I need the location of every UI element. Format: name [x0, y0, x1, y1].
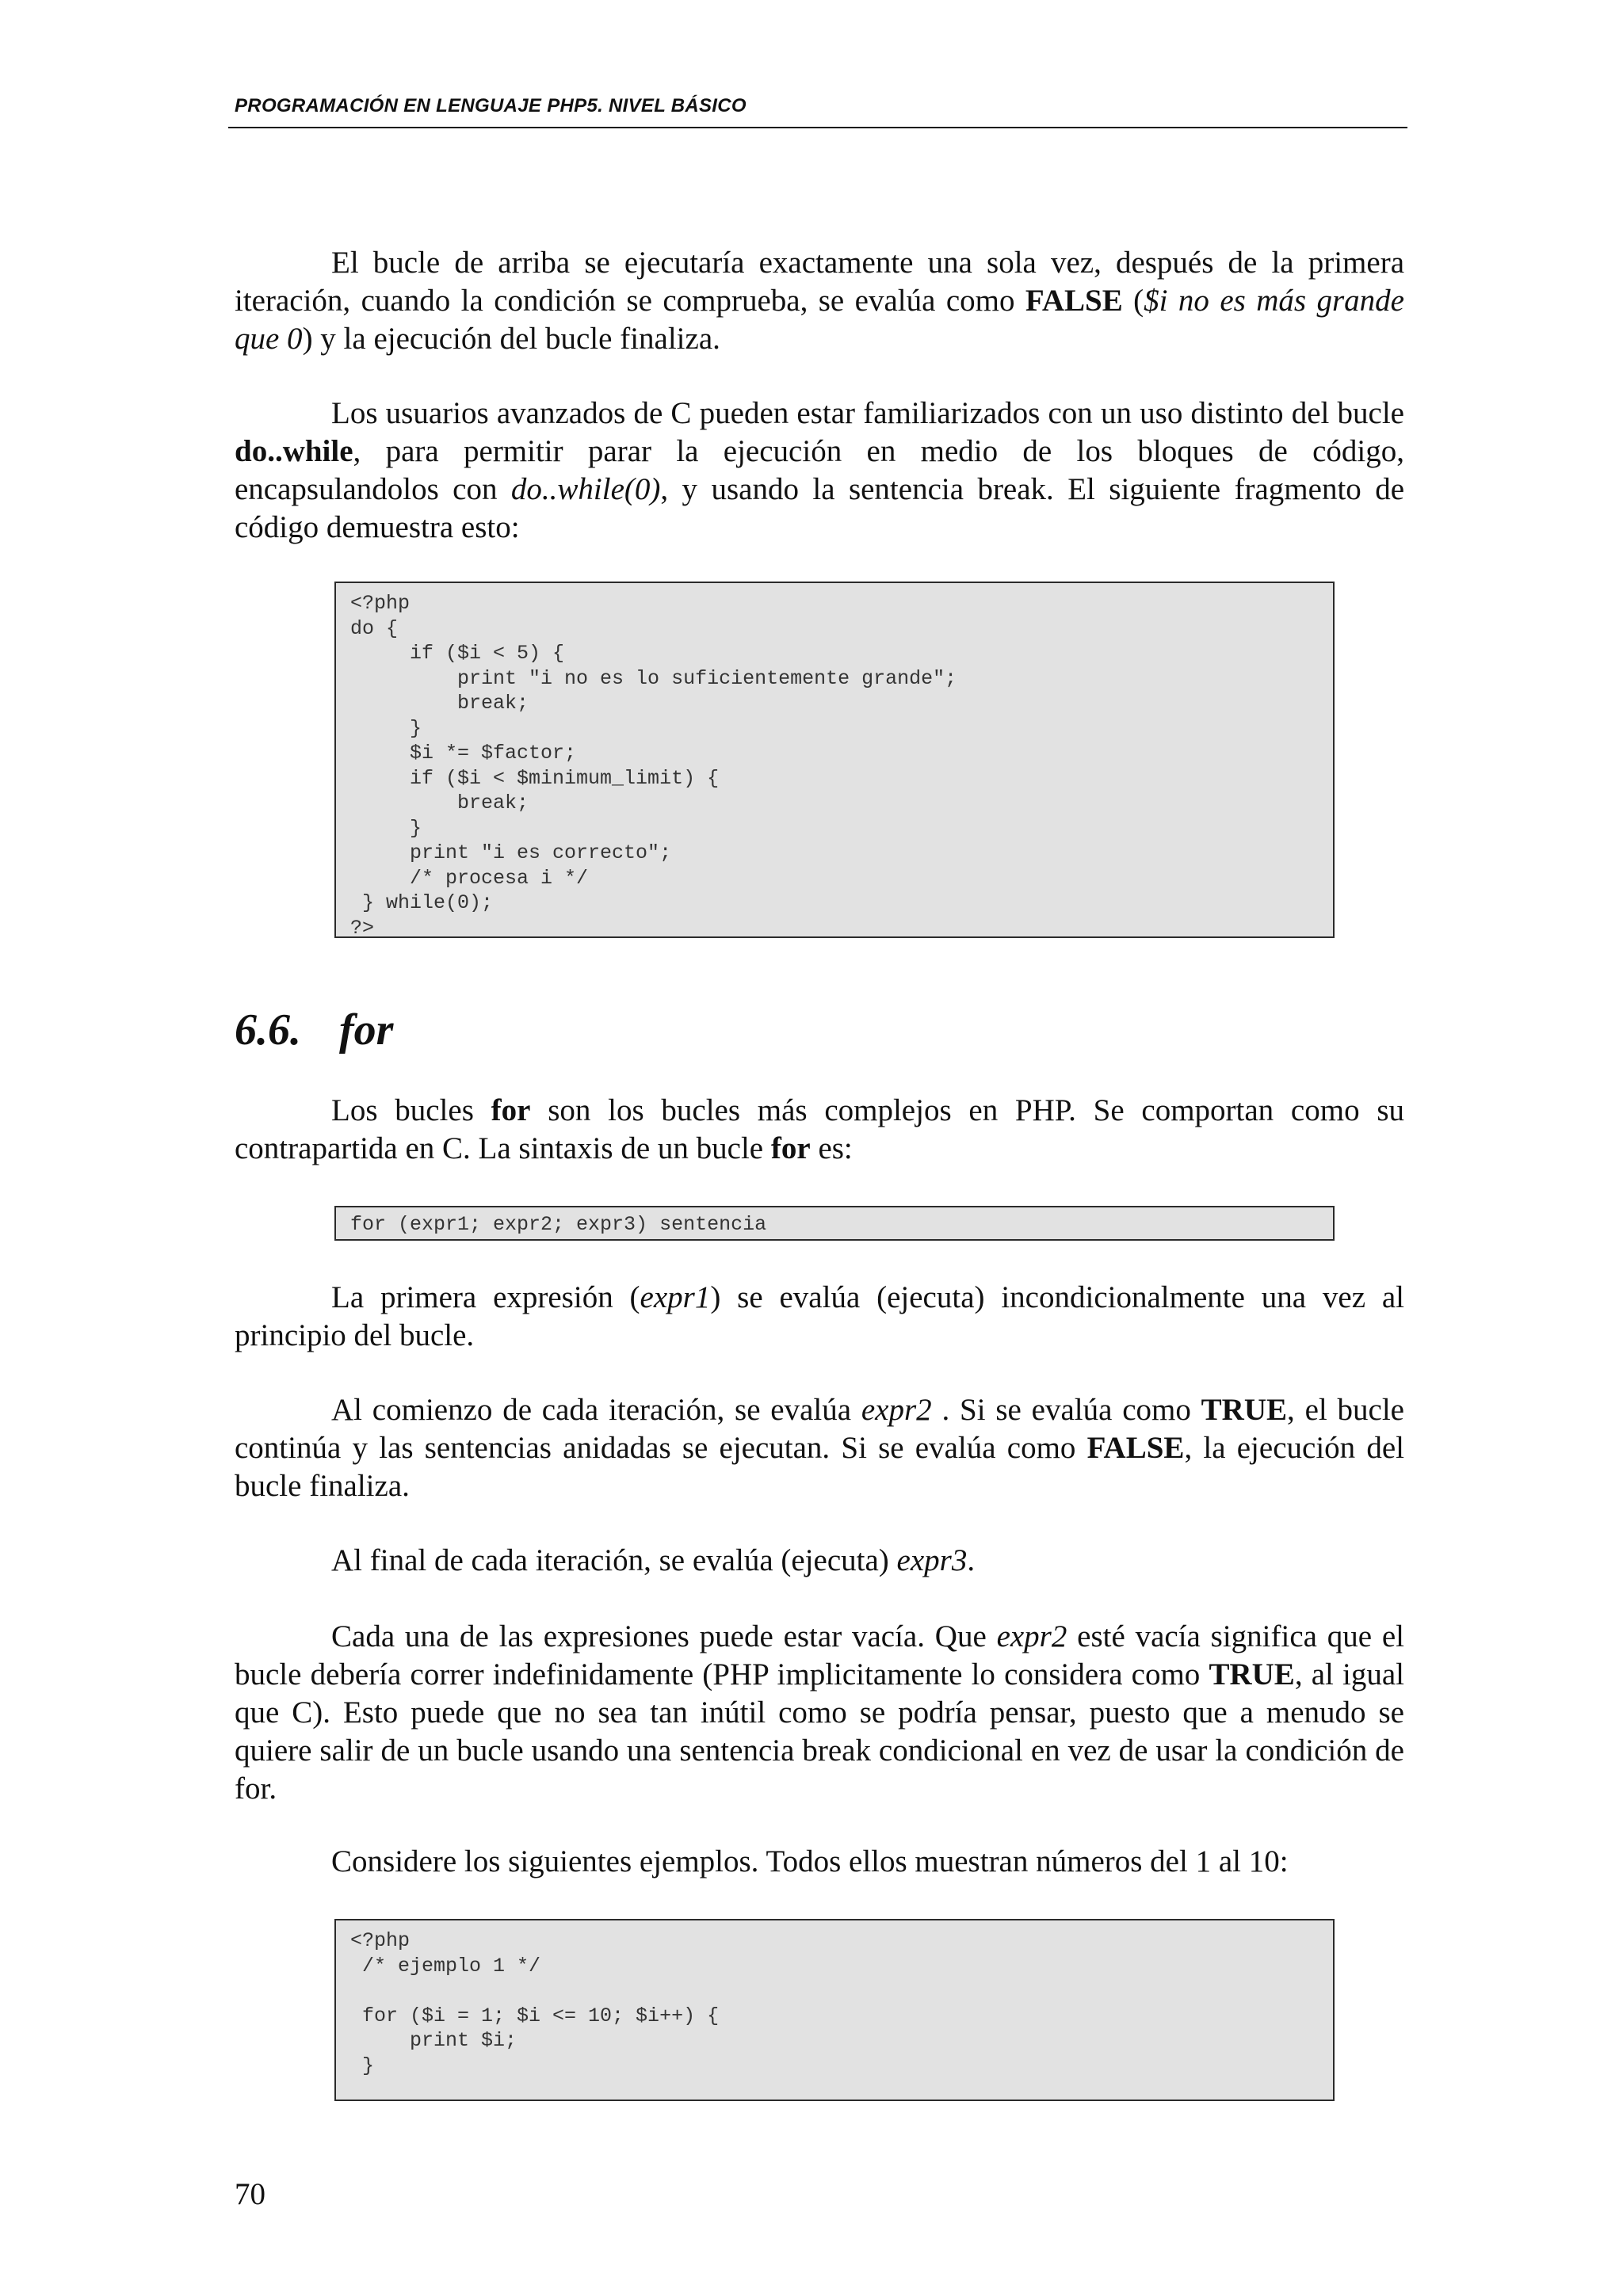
- paragraph-4: La primera expresión (expr1) se evalúa (ejecuta) incondicionalmente una vez al principio del bucle.: [235, 1280, 1404, 1352]
- paragraph-6: Al final de cada iteración, se evalúa (ejecuta) expr3.: [331, 1543, 976, 1577]
- paragraph-7: Cada una de las expresiones puede estar vacía. Que expr2 esté vacía significa que el bucle debería correr indefinidamente (PHP implicitamente lo considera como TRUE, al igual que C). Esto puede que no sea tan inútil como se podría pensar, puesto que a menudo se quiere salir de un bucle usando una sentencia break condicional en vez de usar la condición de for.: [235, 1619, 1404, 1806]
- code-block-example-1: <?php /* ejemplo 1 */ for ($i = 1; $i <= 10; $i++) { print $i; }: [334, 1919, 1335, 2101]
- header-rule: [228, 127, 1407, 128]
- page-number: 70: [235, 2177, 265, 2211]
- paragraph-3: Los bucles for son los bucles más complejos en PHP. Se comportan como su contrapartida en C. La sintaxis de un bucle for es:: [235, 1093, 1404, 1165]
- paragraph-5: Al comienzo de cada iteración, se evalúa expr2 . Si se evalúa como TRUE, el bucle continúa y las sentencias anidadas se ejecutan. Si se evalúa como FALSE, la ejecución del bucle finaliza.: [235, 1393, 1404, 1503]
- section-heading: [235, 1005, 393, 1055]
- code-block-for-syntax: for (expr1; expr2; expr3) sentencia: [334, 1206, 1335, 1241]
- code-block-do-while: <?php do { if ($i < 5) { print "i no es lo suficientemente grande"; break; } $i *= $factor; if ($i < $minimum_limit) { break; } print "i es correcto"; /* procesa i */ } while(0); ?>: [334, 582, 1335, 938]
- section-title: for: [339, 1005, 394, 1055]
- section-number: 6.6.: [235, 1005, 301, 1055]
- paragraph-1: El bucle de arriba se ejecutaría exactamente una sola vez, después de la primera iteración, cuando la condición se comprueba, se evalúa como FALSE ($i no es más grande que 0) y la ejecución del bucle finaliza.: [235, 246, 1404, 356]
- running-header: PROGRAMACIÓN EN LENGUAJE PHP5. NIVEL BÁSICO: [235, 95, 747, 116]
- paragraph-2: Los usuarios avanzados de C pueden estar familiarizados con un uso distinto del bucle do..while, para permitir parar la ejecución en medio de los bloques de código, encapsulandolos con do..while(0), y usando la sentencia break. El siguiente fragmento de código demuestra esto:: [235, 396, 1405, 544]
- paragraph-8: Considere los siguientes ejemplos. Todos ellos muestran números del 1 al 10:: [331, 1844, 1289, 1878]
